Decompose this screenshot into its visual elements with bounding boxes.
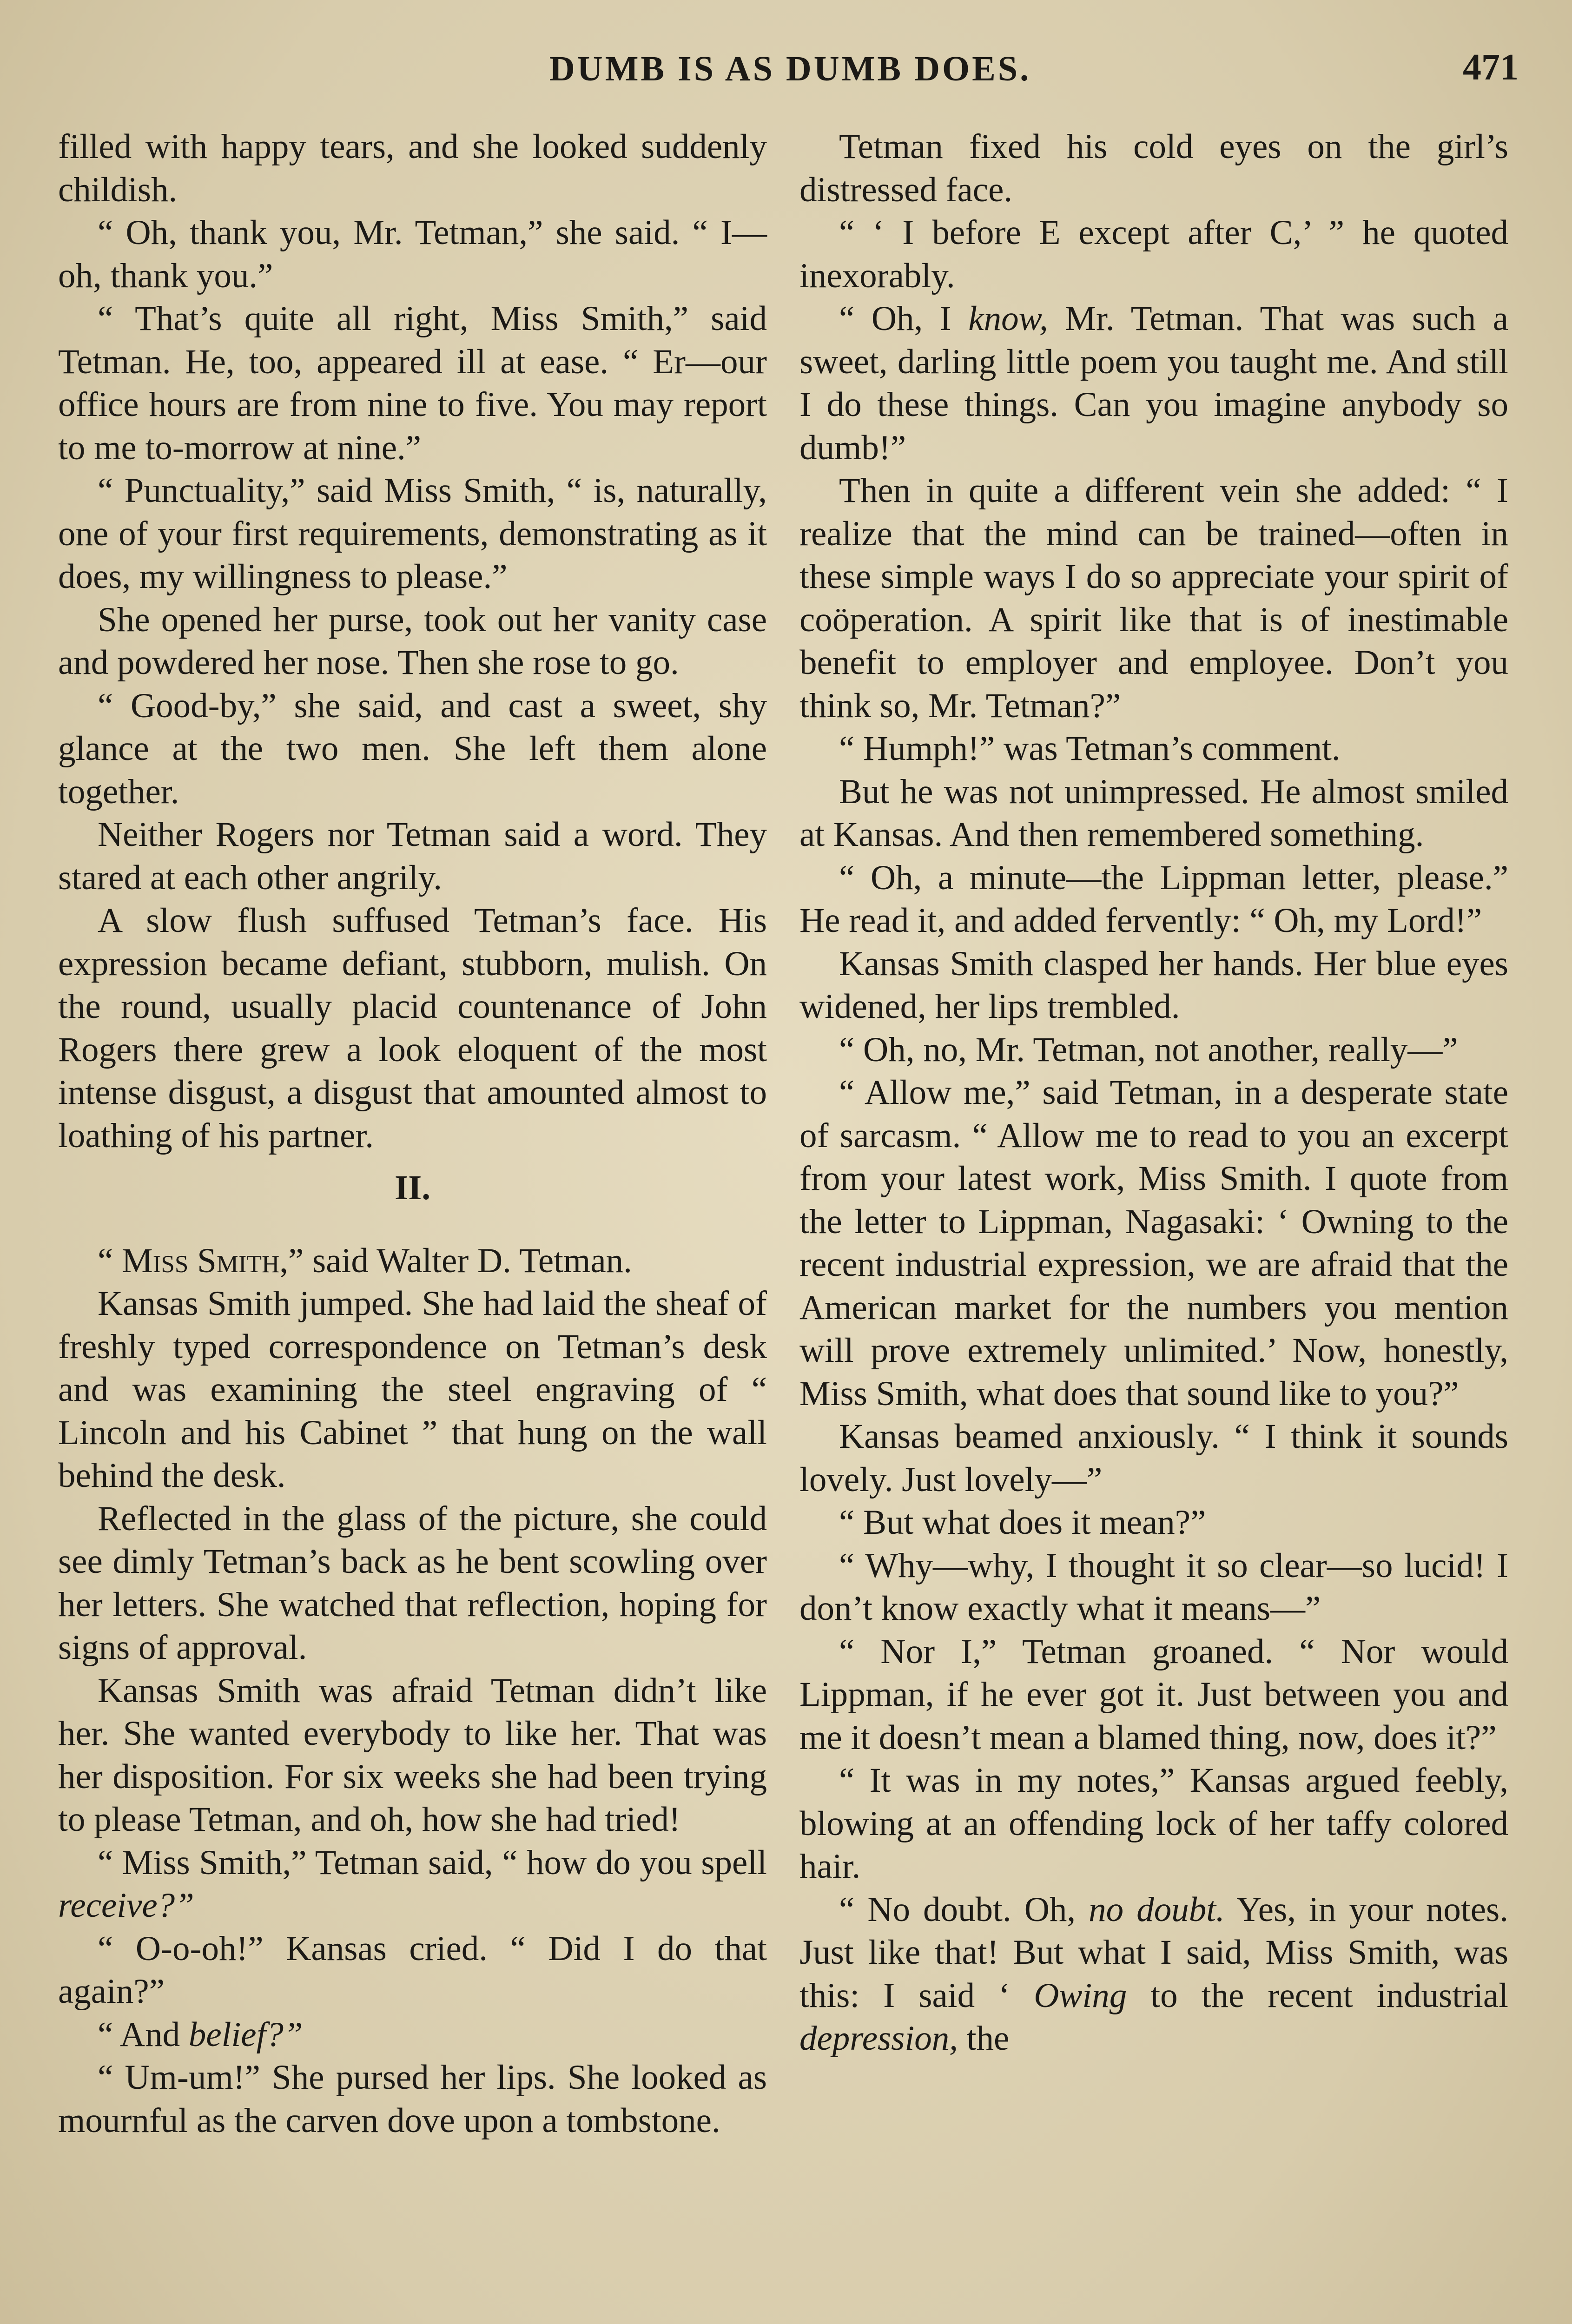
left-column (58, 125, 767, 2142)
paragraph: “ Why—why, I thought it so clear—so lucid! I don’t know exactly what it means—” (799, 1546, 1508, 1628)
paragraph: “ Oh, a minute—the Lippman letter, please.” He read it, and added fervently: “ Oh, my Lord!” (799, 858, 1508, 940)
paragraph: “ O-o-oh!” Kansas cried. “ Did I do that again?” (58, 1929, 767, 2011)
paragraph: Kansas beamed anxiously. “ I think it sounds lovely. Just lovely—” (799, 1417, 1508, 1499)
paragraph: filled with happy tears, and she looked suddenly childish. (58, 127, 767, 209)
paragraph (799, 1888, 1508, 2060)
paragraph: Reflected in the glass of the picture, she could see dimly Tetman’s back as he bent scowling over her letters. She watched that reflection, hoping for signs of approval. (58, 1499, 767, 1667)
paragraph: “ ‘ I before E except after C,’ ” he quoted inexorably. (799, 213, 1508, 295)
paragraph: “ But what does it mean?” (839, 1503, 1206, 1542)
italic-run: belief?” (188, 2015, 303, 2054)
paragraph (799, 297, 1508, 469)
text-run: the (958, 2019, 1010, 2058)
text-run: Mr. Tetman. That was such a sweet, darling little poem you taught me. And still I do these things. Can you imagine anybody so dumb!” (799, 299, 1508, 467)
paragraph: Kansas Smith jumped. She had laid the sheaf of freshly typed correspondence on Tetman’s desk and was examining the steel engraving of “ Lincoln and his Cabinet ” that hung on the wall behind the desk. (58, 1284, 767, 1495)
paragraph: “ Nor I,” Tetman groaned. “ Nor would Lippman, if he ever got it. Just between you and me it doesn’t mean a blamed thing, now, does it?” (799, 1632, 1508, 1757)
paragraph: Then in quite a different vein she added: “ I realize that the mind can be trained—often in these simple ways I do so appreciate your spirit of coöperation. A spirit like that is of inestimable benefit to employer and employee. Don’t you think so, Mr. Tetman?” (799, 471, 1508, 725)
right-column (799, 125, 1508, 2060)
text-run: Yes, in your notes. Just like that! But what I said, Miss Smith, was this: I said ‘ (799, 1890, 1508, 2015)
text-run: “ Oh, I (839, 299, 969, 338)
paragraph: “ Oh, thank you, Mr. Tetman,” she said. “ I—oh, thank you.” (58, 213, 767, 295)
text-run: “ Miss Smith,” Tetman said, “ how do you spell (98, 1843, 767, 1882)
italic-run: Owing (1010, 1976, 1127, 2015)
paragraph: She opened her purse, took out her vanity case and powdered her nose. Then she rose to go. (58, 600, 767, 682)
paragraph: “ Allow me,” said Tetman, in a desperate state of sarcasm. “ Allow me to read to you an excerpt from your latest work, Miss Smith. I quote from the letter to Lippman, Nagasaki: ‘ Owning to the recent industrial expression, we are afraid that the American market for the numbers you mention will prove extremely unlimited.’ Now, honestly, Miss Smith, what does that sound like to you?” (799, 1073, 1508, 1413)
paragraph: A slow flush suffused Tetman’s face. His expression became defiant, stubborn, mulish. On the round, usually placid countenance of John Rogers there grew a look eloquent of the most intense disgust, a disgust that amounted almost to loathing of his partner. (58, 901, 767, 1155)
paragraph: Neither Rogers nor Tetman said a word. They stared at each other angrily. (58, 815, 767, 897)
paragraph: But he was not unimpressed. He almost smiled at Kansas. And then remembered something. (799, 772, 1508, 854)
paragraph: Kansas Smith clasped her hands. Her blue eyes widened, her lips trembled. (799, 944, 1508, 1026)
italic-run: no doubt. (1089, 1890, 1225, 1929)
paragraph: “ Good-by,” she said, and cast a sweet, shy glance at the two men. She left them alone together. (58, 686, 767, 811)
paragraph (58, 2014, 767, 2057)
paragraph: “ It was in my notes,” Kansas argued feebly, blowing at an offending lock of her taffy colored hair. (799, 1761, 1508, 1886)
paragraph: “ Um-um!” She pursed her lips. She looked as mournful as the carven dove upon a tombstone. (58, 2058, 767, 2140)
paragraph: “ Oh, no, Mr. Tetman, not another, really—” (839, 1030, 1458, 1069)
paragraph: “ Punctuality,” said Miss Smith, “ is, naturally, one of your first requirements, demonstrating as it does, my willingness to please.” (58, 471, 767, 596)
text-run: “ No doubt. Oh, (839, 1890, 1089, 1929)
paragraph: Tetman fixed his cold eyes on the girl’s distressed face. (799, 127, 1508, 209)
paragraph (58, 1842, 767, 1928)
text-run: said Walter D. Tetman. (304, 1241, 632, 1280)
paragraph: “ Humph!” was Tetman’s comment. (839, 729, 1341, 768)
smallcaps-run: “ Miss Smith,” (98, 1241, 304, 1280)
italic-run: depression, (799, 2019, 958, 2058)
paragraph: Kansas Smith was afraid Tetman didn’t like her. She wanted everybody to like her. That was her disposition. For six weeks she had been trying to please Tetman, and oh, how she had tried! (58, 1671, 767, 1839)
italic-run: receive?” (58, 1886, 194, 1925)
italic-run: know, (968, 299, 1048, 338)
page-number: 471 (1463, 47, 1519, 88)
paragraph (58, 1240, 767, 1283)
text-run: to the recent industrial (1127, 1976, 1508, 2015)
text-run: “ And (98, 2015, 189, 2054)
section-heading: II. (394, 1169, 431, 1207)
paragraph: “ That’s quite all right, Miss Smith,” said Tetman. He, too, appeared ill at ease. “ Er—our office hours are from nine to five. You may report to me to-morrow at nine.” (58, 299, 767, 467)
running-title: DUMB IS AS DUMB DOES. (549, 49, 1031, 88)
